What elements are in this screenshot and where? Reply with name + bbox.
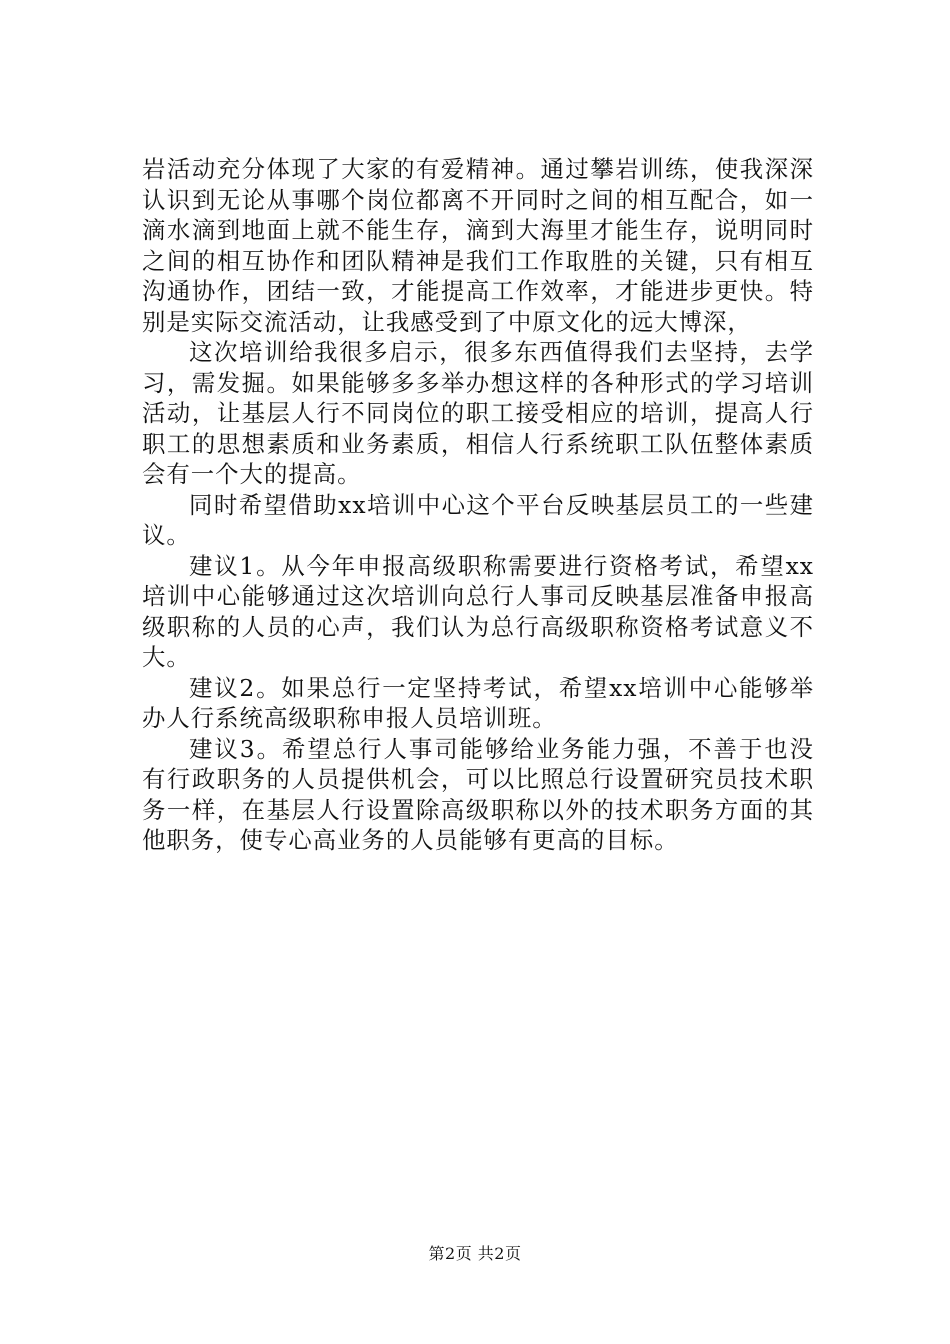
- paragraph-2: 这次培训给我很多启示，很多东西值得我们去坚持，去学习，需发掘。如果能够多多举办想这样的各种形式的学习培训活动，让基层人行不同岗位的职工接受相应的培训，提高人行职工的思想素质和业务素质，相信人行系统职工队伍整体素质会有一个大的提高。: [142, 338, 814, 488]
- paragraph-3: 同时希望借助xx培训中心这个平台反映基层员工的一些建议。: [142, 490, 814, 549]
- paragraph-6: 建议3。希望总行人事司能够给业务能力强，不善于也没有行政职务的人员提供机会，可以比照总行设置研究员技术职务一样，在基层人行设置除高级职称以外的技术职务方面的其他职务，使专心高业务的人员能够有更高的目标。: [142, 734, 814, 854]
- paragraph-4: 建议1。从今年申报高级职称需要进行资格考试，希望xx培训中心能够通过这次培训向总行人事司反映基层准备申报高级职称的人员的心声，我们认为总行高级职称资格考试意义不大。: [142, 551, 814, 671]
- paragraph-5: 建议2。如果总行一定坚持考试，希望xx培训中心能够举办人行系统高级职称申报人员培训班。: [142, 673, 814, 732]
- document-body: [142, 154, 814, 856]
- page-footer: 第2页 共2页: [428, 1244, 522, 1263]
- paragraph-1: 岩活动充分体现了大家的有爱精神。通过攀岩训练，使我深深认识到无论从事哪个岗位都离不开同时之间的相互配合，如一滴水滴到地面上就不能生存，滴到大海里才能生存，说明同时之间的相互协作和团队精神是我们工作取胜的关键，只有相互沟通协作，团结一致，才能提高工作效率，才能进步更快。特别是实际交流活动，让我感受到了中原文化的远大博深，: [142, 155, 814, 336]
